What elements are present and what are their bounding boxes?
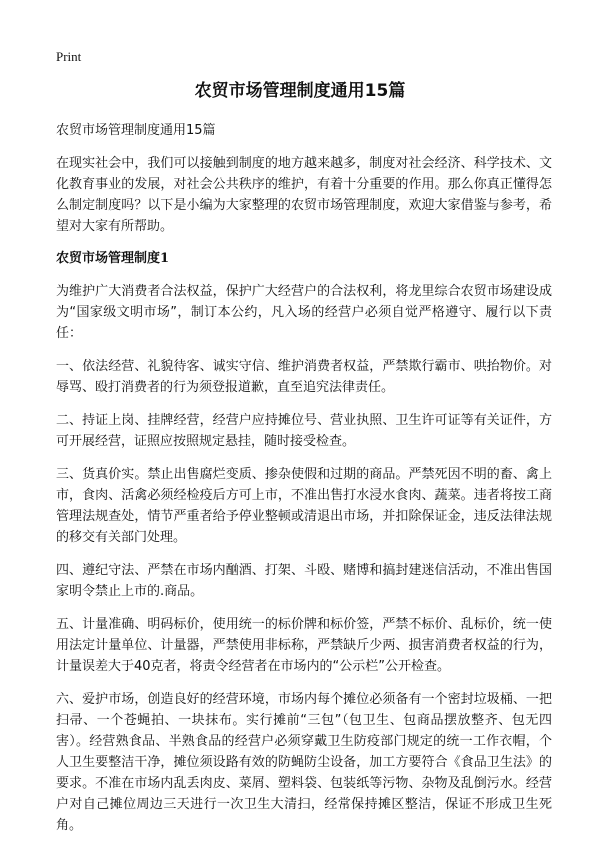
paragraph-rule-1: 一、依法经营、礼貌待客、诚实守信、维护消费者权益，严禁欺行霸市、哄抬物价。对辱骂、殴打消费者的行为须登报道歉，直至追究法律责任。 [56,359,552,395]
page-title: 农贸市场管理制度通用15篇 [194,81,406,101]
paragraph-rule-4: 四、遵纪守法、严禁在市场内酗酒、打架、斗殴、赌博和搞封建迷信活动，不准出售国家明令禁止上市的.商品。 [56,563,552,599]
document-subtitle: 农贸市场管理制度通用15篇 [56,123,216,138]
paragraph-rule-5: 五、计量准确、明码标价，使用统一的标价牌和标价签，严禁不标价、乱标价，统一使用法定计量单位、计量器，严禁使用非标称，严禁缺斤少两、损害消费者权益的行为，计量误差大于40克者，将责令经营者在市场内的“公示栏”公开检查。 [56,617,552,674]
paragraph-rule-2: 二、持证上岗、挂牌经营，经营户应持摊位号、营业执照、卫生许可证等有关证件，方可开展经营，证照应按照规定悬挂，随时接受检查。 [56,413,552,449]
intro-paragraph: 在现实社会中，我们可以接触到制度的地方越来越多，制度对社会经济、科学技术、文化教育事业的发展，对社会公共秩序的维护，有着十分重要的作用。那么你真正懂得怎么制定制度吗？以下是小编为大家整理的农贸市场管理制度，欢迎大家借鉴与参考，希望对大家有所帮助。 [56,156,552,234]
paragraph-preamble: 为维护广大消费者合法权益，保护广大经营户的合法权利，将龙里综合农贸市场建设成为“国家级文明市场”，制订本公约，凡入场的经营户必须自觉严格遵守、履行以下责任： [56,284,552,341]
section-heading: 农贸市场管理制度1 [56,251,170,266]
paragraph-rule-3: 三、货真价实。禁止出售腐烂变质、掺杂使假和过期的商品。严禁死因不明的畜、禽上市，食肉、活禽必须经检疫后方可上市，不准出售打水浸水食肉、蔬菜。违者将按工商管理法规查处，情节严重者给予停业整顿或清退出市场，并扣除保证金，违反法律法规的移交有关部门处理。 [56,467,552,545]
paragraph-rule-6: 六、爱护市场，创造良好的经营环境，市场内每个摊位必须备有一个密封垃圾桶、一把扫帚、一个苍蝇拍、一块抹布。实行摊前“三包”（包卫生、包商品摆放整齐、包无四害）。经营熟食品、半熟食品的经营户必须穿戴卫生防疫部门规定的统一工作衣帽，个人卫生要整洁干净，摊位须设路有效的防蝇防尘设备，加工方要符合《食品卫生法》的要求。不准在市场内乱丢肉皮、菜屑、塑料袋、包装纸等污物、杂物及乱倒污水。经营户对自己摊位周边三天进行一次卫生大清扫，经常保持摊区整洁，保证不形成卫生死角。 [56,692,552,833]
print-link[interactable]: Print [56,49,82,64]
document-body [56,122,552,848]
